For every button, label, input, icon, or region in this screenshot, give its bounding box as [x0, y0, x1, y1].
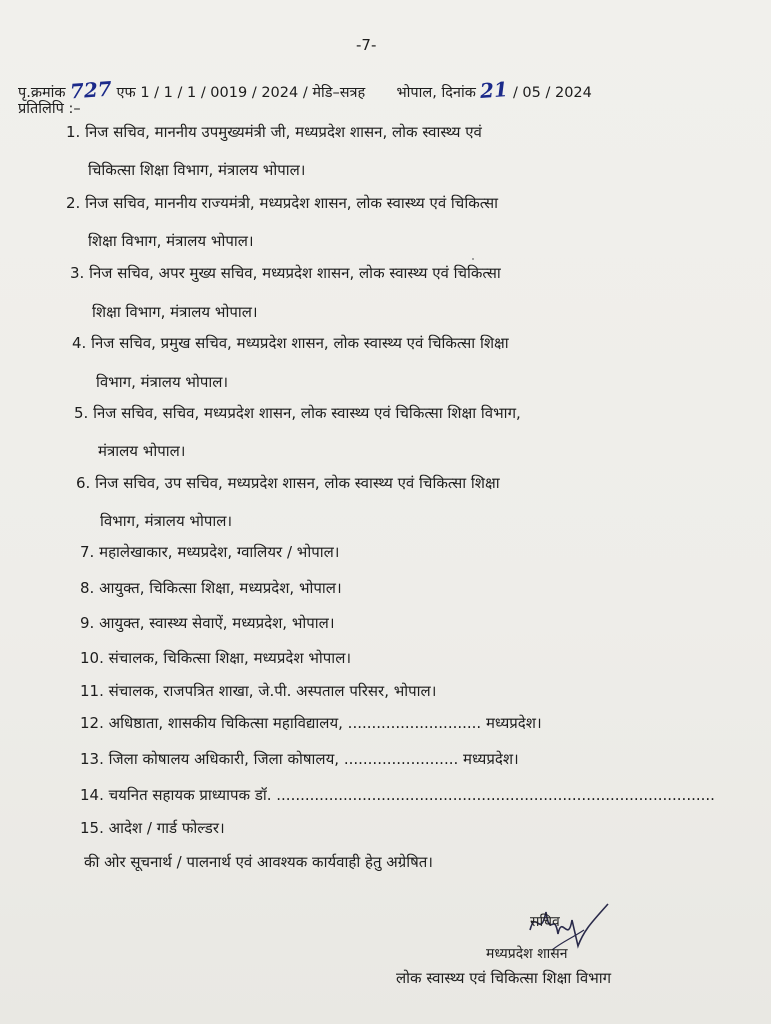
item-number: 15.: [80, 819, 104, 837]
list-item: [80, 684, 436, 699]
item-number: 10.: [80, 649, 104, 667]
list-item: [70, 266, 501, 281]
ref-label: पृ.क्रमांक: [18, 85, 66, 101]
item-number: 14.: [80, 786, 104, 804]
item-text: आयुक्त, स्वास्थ्य सेवाऐं, मध्यप्रदेश, भोपाल।: [99, 614, 335, 632]
item-text-continued: विभाग, मंत्रालय भोपाल।: [100, 512, 233, 530]
item-text-continued: मंत्रालय भोपाल।: [98, 442, 186, 460]
item-number: 13.: [80, 750, 104, 768]
item-number: 11.: [80, 682, 104, 700]
closing-line: की ओर सूचनार्थ / पालनार्थ एवं आवश्यक कार्यवाही हेतु अग्रेषित।: [84, 853, 433, 871]
item-text: निज सचिव, माननीय राज्यमंत्री, मध्यप्रदेश शासन, लोक स्वास्थ्य एवं चिकित्सा: [85, 194, 499, 212]
item-number: 9.: [80, 614, 95, 632]
list-item: [66, 125, 482, 140]
date-rest: / 05 / 2024: [512, 85, 592, 101]
page-number: -7-: [356, 36, 377, 54]
item-number: 4.: [72, 334, 87, 352]
item-text: अधिष्ठाता, शासकीय चिकित्सा महाविद्यालय, ............................ मध्यप्रदेश।: [108, 714, 542, 732]
item-text: निज सचिव, उप सचिव, मध्यप्रदेश शासन, लोक स्वास्थ्य एवं चिकित्सा शिक्षा: [95, 474, 500, 492]
item-text: चयनित सहायक प्राध्यापक डॉ. ............................................................................................: [108, 786, 715, 804]
item-number: 12.: [80, 714, 104, 732]
item-number: 6.: [76, 474, 91, 492]
date-handwritten: 21: [479, 77, 510, 103]
list-item: [76, 476, 500, 491]
item-text-continued: विभाग, मंत्रालय भोपाल।: [96, 373, 229, 391]
list-item: [80, 651, 351, 666]
list-item: [80, 616, 335, 631]
list-item: [80, 581, 342, 596]
place-date-label: भोपाल, दिनांक: [396, 85, 476, 101]
ref-code: एफ 1 / 1 / 1 / 0019 / 2024 / मेडि–सत्रह: [116, 85, 366, 101]
list-item: [80, 752, 519, 767]
signatory-title: सचिव: [530, 914, 560, 930]
ref-number-handwritten: 727: [69, 76, 113, 104]
item-text: आदेश / गार्ड फोल्डर।: [108, 819, 225, 837]
list-item: [72, 336, 509, 351]
item-text: संचालक, चिकित्सा शिक्षा, मध्यप्रदेश भोपाल।: [108, 649, 352, 667]
item-number: 2.: [66, 194, 81, 212]
signatory-department: लोक स्वास्थ्य एवं चिकित्सा शिक्षा विभाग: [396, 969, 612, 987]
item-text-continued: शिक्षा विभाग, मंत्रालय भोपाल।: [88, 232, 254, 250]
list-item: [80, 545, 339, 560]
list-item: [74, 406, 521, 421]
paper-speck: [472, 258, 474, 260]
copy-label: प्रतिलिपि :–: [18, 101, 81, 117]
item-text: संचालक, राजपत्रित शाखा, जे.पी. अस्पताल परिसर, भोपाल।: [108, 682, 437, 700]
reference-line: [18, 78, 592, 102]
list-item: [80, 821, 225, 836]
list-item: [80, 716, 542, 731]
item-text: जिला कोषालय अधिकारी, जिला कोषालय, ........................ मध्यप्रदेश।: [108, 750, 519, 768]
item-text: निज सचिव, प्रमुख सचिव, मध्यप्रदेश शासन, लोक स्वास्थ्य एवं चिकित्सा शिक्षा: [91, 334, 509, 352]
signatory-state: मध्यप्रदेश शासन: [486, 946, 568, 962]
item-number: 8.: [80, 579, 95, 597]
item-number: 5.: [74, 404, 89, 422]
item-text-continued: शिक्षा विभाग, मंत्रालय भोपाल।: [92, 303, 258, 321]
list-item: [80, 788, 715, 803]
item-text: आयुक्त, चिकित्सा शिक्षा, मध्यप्रदेश, भोपाल।: [99, 579, 342, 597]
item-text-continued: चिकित्सा शिक्षा विभाग, मंत्रालय भोपाल।: [88, 161, 306, 179]
item-text: निज सचिव, माननीय उपमुख्यमंत्री जी, मध्यप्रदेश शासन, लोक स्वास्थ्य एवं: [85, 123, 482, 141]
list-item: [66, 196, 498, 211]
item-text: महालेखाकार, मध्यप्रदेश, ग्वालियर / भोपाल।: [99, 543, 340, 561]
item-number: 7.: [80, 543, 95, 561]
item-number: 3.: [70, 264, 85, 282]
item-text: निज सचिव, सचिव, मध्यप्रदेश शासन, लोक स्वास्थ्य एवं चिकित्सा शिक्षा विभाग,: [93, 404, 521, 422]
item-text: निज सचिव, अपर मुख्य सचिव, मध्यप्रदेश शासन, लोक स्वास्थ्य एवं चिकित्सा: [89, 264, 501, 282]
item-number: 1.: [66, 123, 81, 141]
